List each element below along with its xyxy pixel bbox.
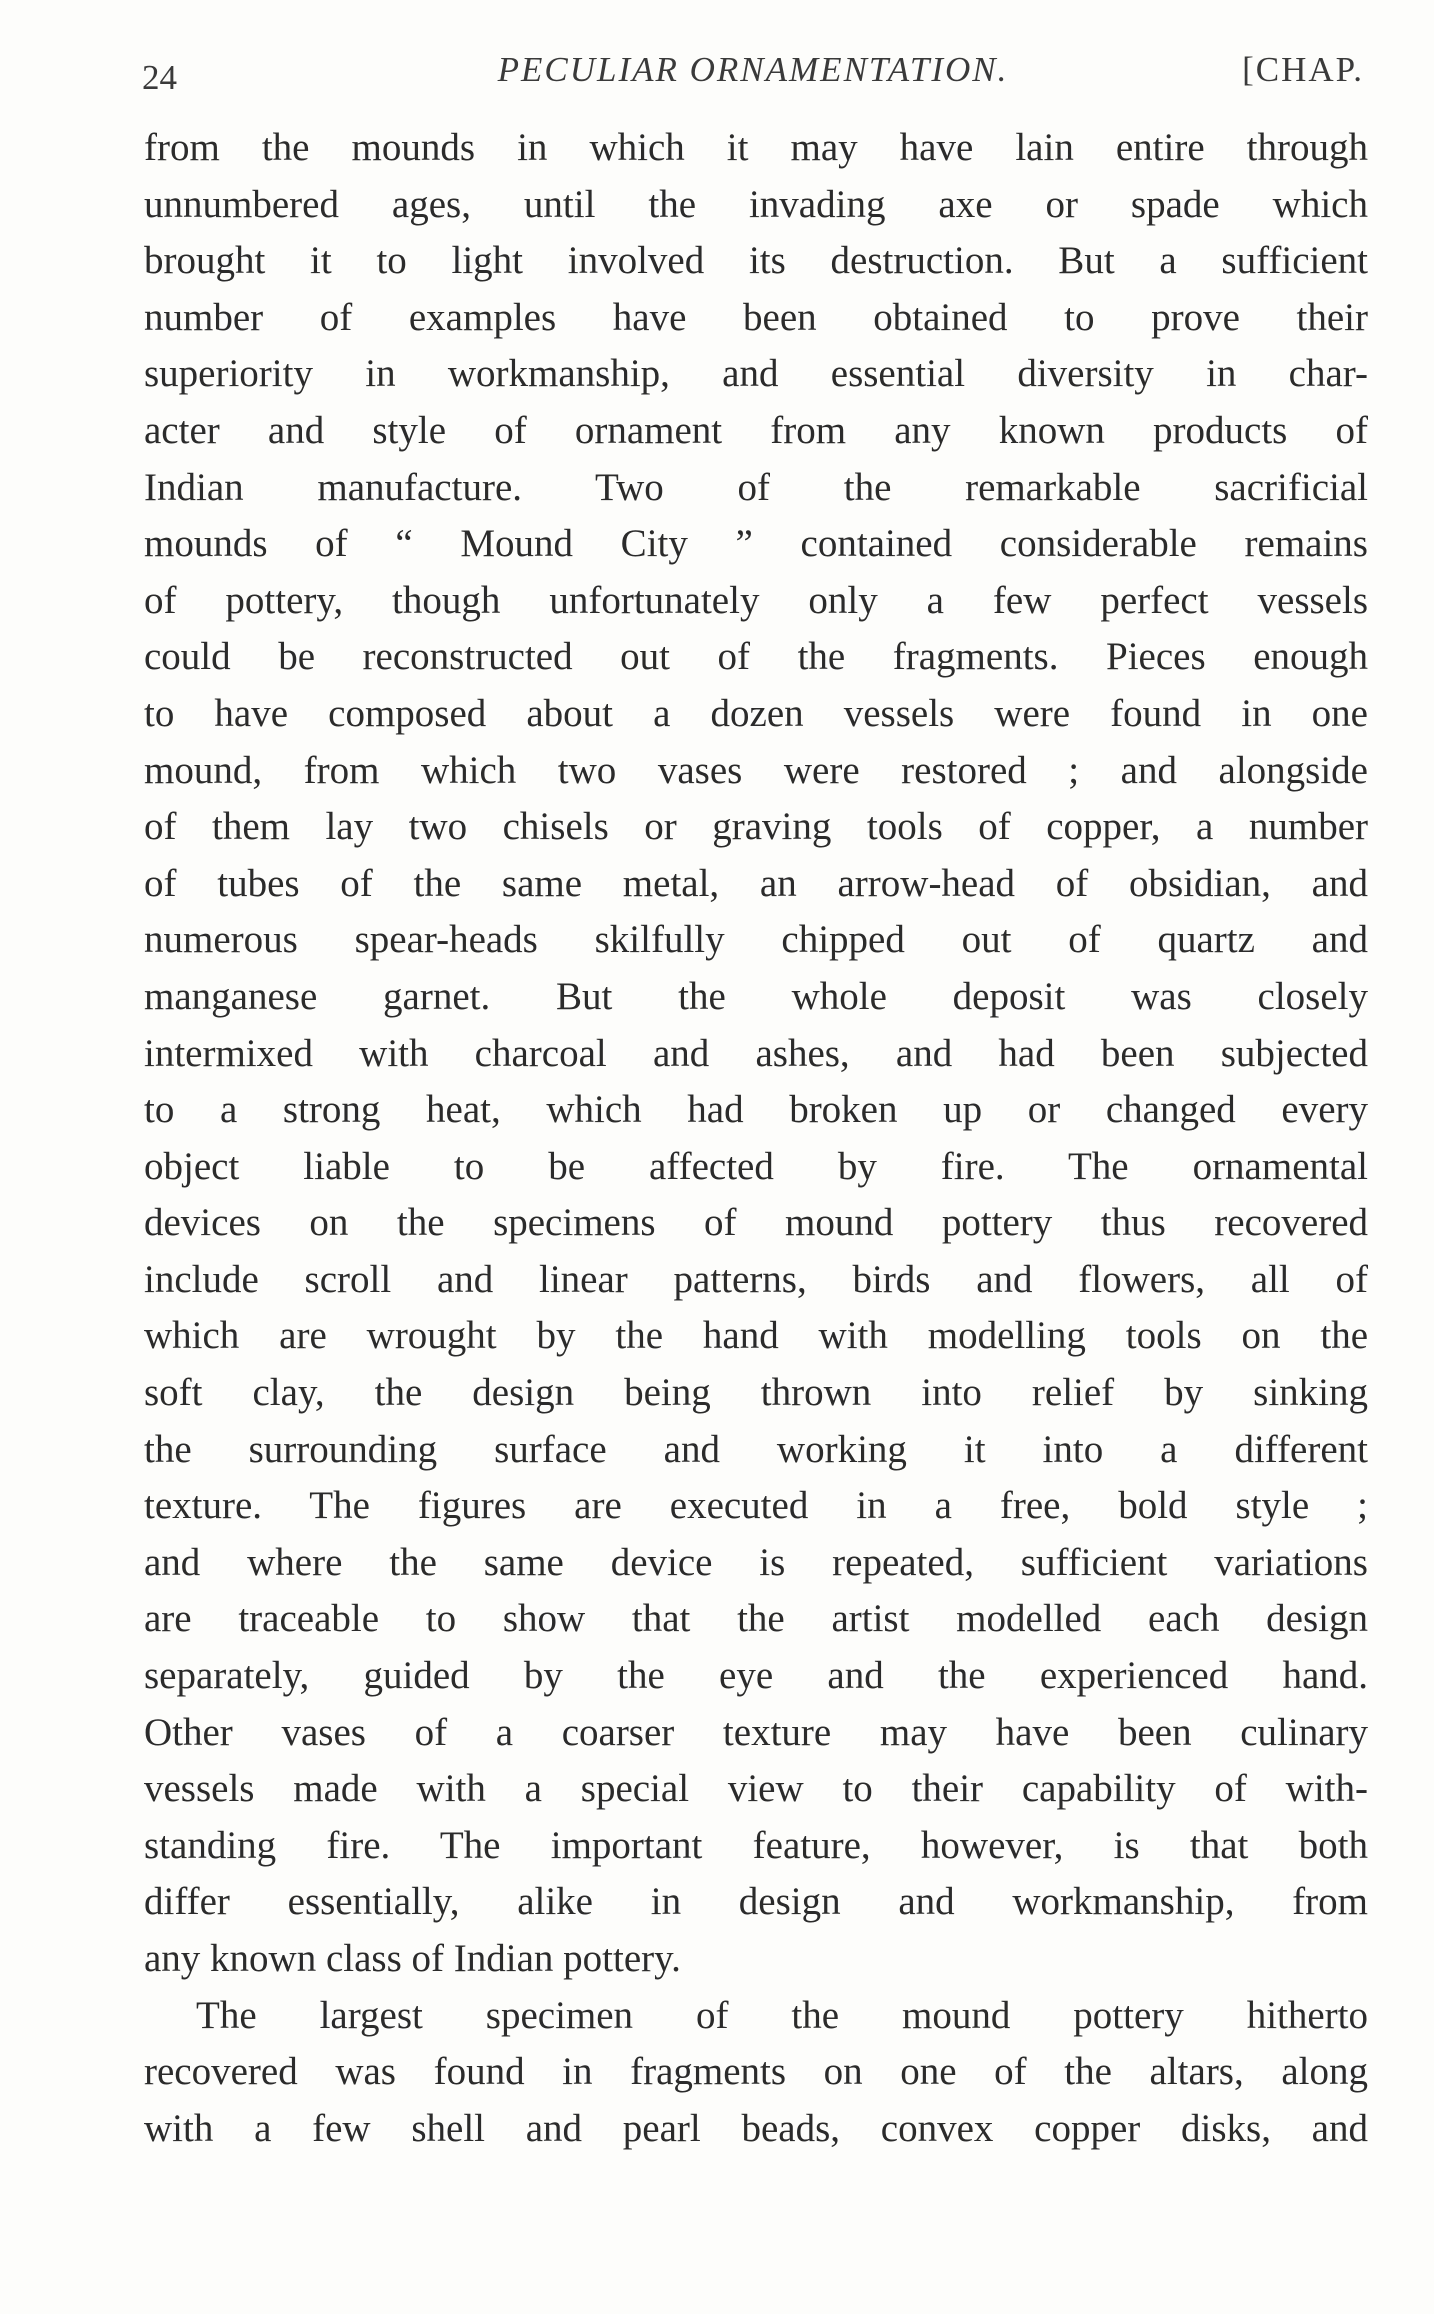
text-line: differ essentially, alike in design and workmanship, from (144, 1880, 1368, 1924)
text-line: recovered was found in fragments on one of the altars, along (144, 2050, 1368, 2094)
chapter-marker: [CHAP. (1242, 50, 1364, 89)
text-line: of pottery, though unfortunately only a few perfect vessels (144, 578, 1368, 622)
text-line: with a few shell and pearl beads, convex copper disks, and (144, 2106, 1368, 2150)
text-line: object liable to be affected by fire. The ornamental (144, 1144, 1368, 1188)
page-number: 24 (142, 58, 177, 97)
text-line: manganese garnet. But the whole deposit was closely (144, 974, 1368, 1018)
text-line: unnumbered ages, until the invading axe or spade which (144, 182, 1368, 226)
text-line: separately, guided by the eye and the experienced hand. (144, 1654, 1368, 1698)
text-line: mound, from which two vases were restored ; and alongside (144, 748, 1368, 792)
text-line: numerous spear-heads skilfully chipped out of quartz and (144, 918, 1368, 962)
text-line: intermixed with charcoal and ashes, and had been subjected (144, 1031, 1368, 1075)
text-line: to a strong heat, which had broken up or changed every (144, 1088, 1368, 1132)
body-text (144, 120, 1368, 2157)
text-line: from the mounds in which it may have lain entire through (144, 126, 1368, 169)
text-line: acter and style of ornament from any known products of (144, 408, 1368, 452)
text-line: mounds of “ Mound City ” contained considerable remains (144, 522, 1368, 566)
text-line: superiority in workmanship, and essential diversity in char- (144, 352, 1368, 396)
text-line: of them lay two chisels or graving tools of copper, a number (144, 805, 1368, 849)
text-line: soft clay, the design being thrown into relief by sinking (144, 1371, 1368, 1415)
text-line: of tubes of the same metal, an arrow-head of obsidian, and (144, 861, 1368, 905)
text-line: to have composed about a dozen vessels were found in one (144, 691, 1368, 735)
running-head (142, 40, 1364, 100)
text-line: the surrounding surface and working it into a different (144, 1427, 1368, 1471)
text-line: any known class of Indian pottery. (144, 1937, 681, 1980)
text-line: standing fire. The important feature, however, is that both (144, 1823, 1368, 1867)
text-line: texture. The figures are executed in a free, bold style ; (144, 1484, 1368, 1528)
paragraph (144, 1988, 1368, 2158)
paragraph (144, 120, 1368, 1988)
text-line: Indian manufacture. Two of the remarkable sacrificial (144, 465, 1368, 509)
text-line: Other vases of a coarser texture may have been culinary (144, 1710, 1368, 1754)
text-line: devices on the specimens of mound pottery thus recovered (144, 1201, 1368, 1245)
text-line: brought it to light involved its destruction. But a sufficient (144, 239, 1368, 283)
text-line: could be reconstructed out of the fragments. Pieces enough (144, 635, 1368, 679)
text-line: and where the same device is repeated, sufficient variations (144, 1540, 1368, 1584)
running-title: PECULIAR ORNAMENTATION. (497, 50, 1009, 89)
text-line: The largest specimen of the mound pottery hitherto (196, 1993, 1368, 2037)
text-line: which are wrought by the hand with modelling tools on the (144, 1314, 1368, 1358)
text-line: include scroll and linear patterns, birds and flowers, all of (144, 1257, 1368, 1301)
text-line: vessels made with a special view to their capability of with- (144, 1767, 1368, 1811)
text-line: are traceable to show that the artist modelled each design (144, 1597, 1368, 1641)
text-line: number of examples have been obtained to prove their (144, 295, 1368, 339)
